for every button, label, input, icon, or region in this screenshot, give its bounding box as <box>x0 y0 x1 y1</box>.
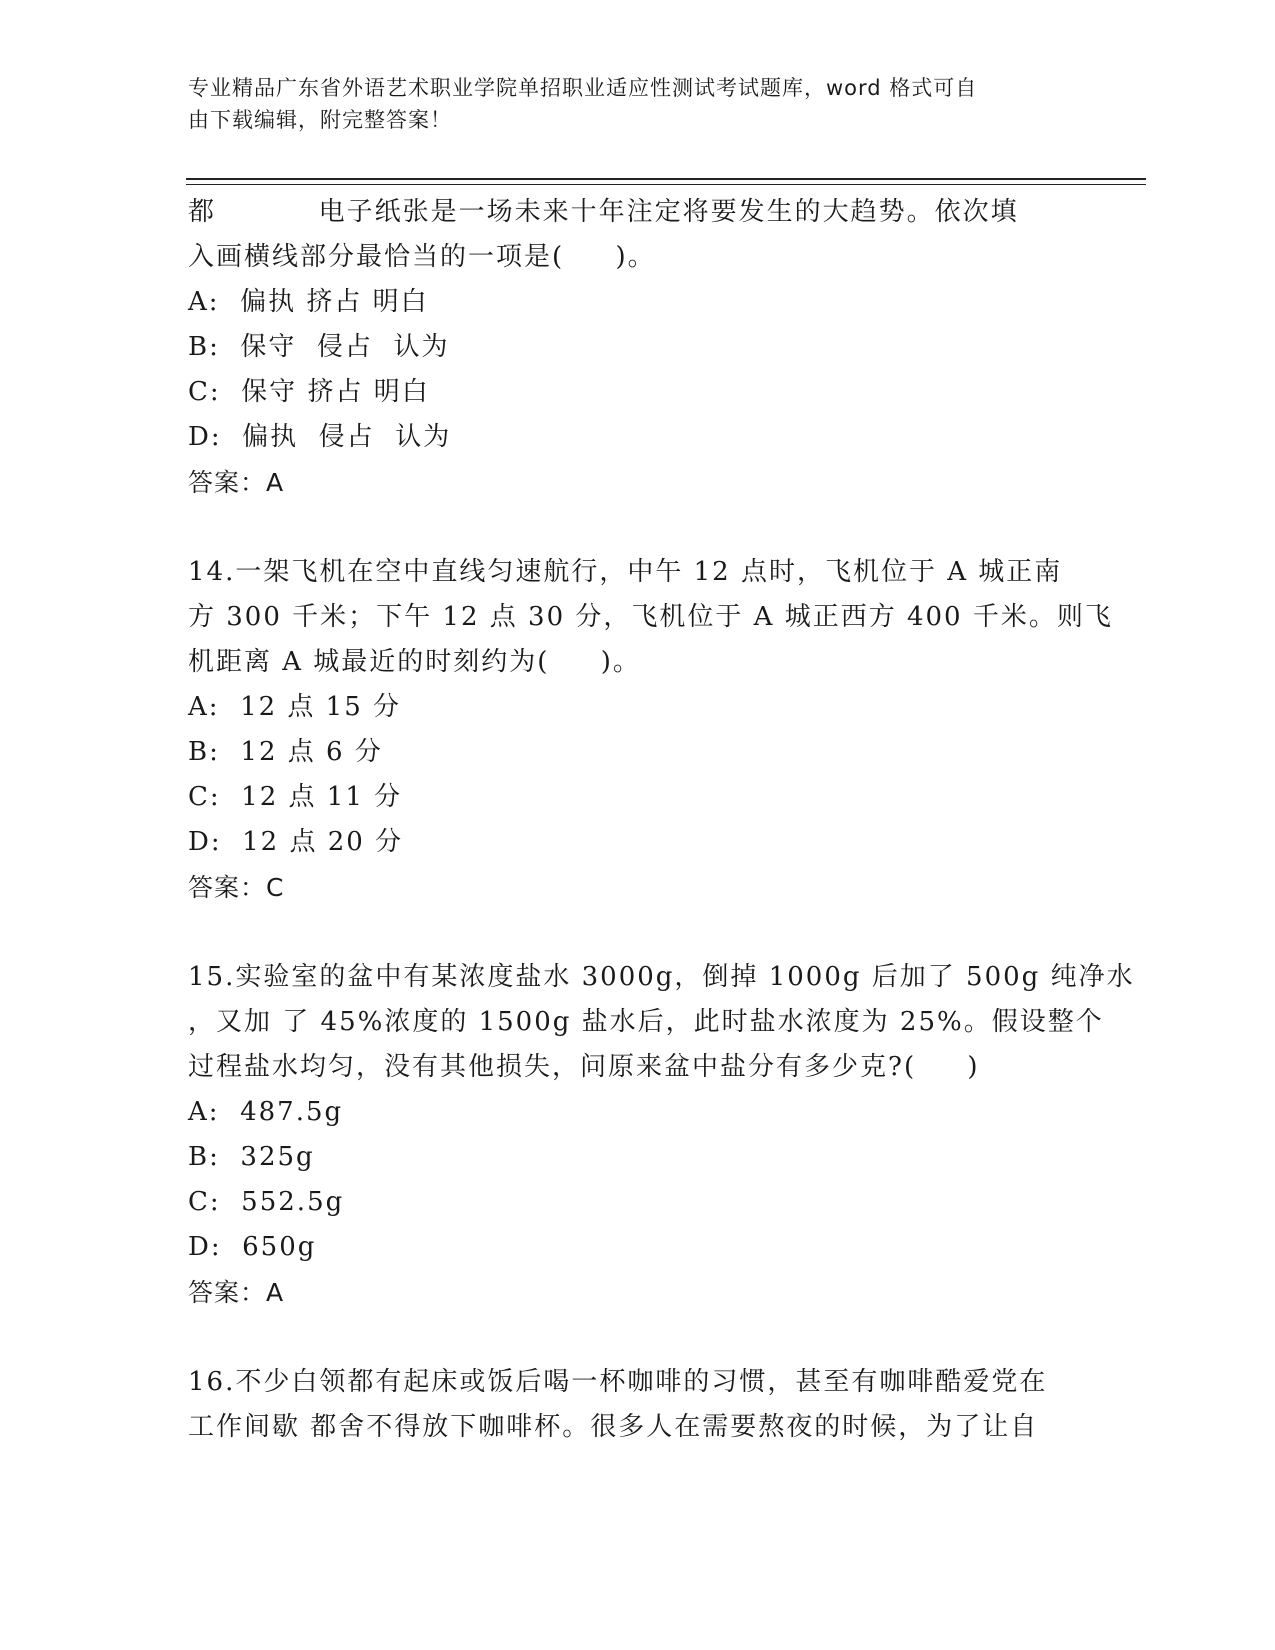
spacer <box>188 910 1088 955</box>
header-divider-thick <box>186 178 1146 180</box>
question-text-line: 入画横线部分最恰当的一项是( )。 <box>188 242 656 272</box>
answer-label: 答案：A <box>188 1278 285 1307</box>
question-text-line: 方 300 千米；下午 12 点 30 分，飞机位于 A 城正西方 400 千米。则飞 <box>188 602 1113 632</box>
spacer <box>188 1315 1088 1360</box>
question-list <box>188 190 1135 1450</box>
question-text-line: 工作间歇 都舍不得放下咖啡杯。很多人在需要熬夜的时候，为了让自 <box>188 1412 1039 1442</box>
option-a: A: 偏执 挤占 明白 <box>188 287 429 317</box>
spacer <box>188 505 1088 550</box>
question-text-line: 都 电子纸张是一场未来十年注定将要发生的大趋势。依次填 <box>188 197 1019 227</box>
question-15 <box>188 955 1135 1315</box>
option-a: A: 487.5g <box>188 1097 344 1127</box>
option-a: A: 12 点 15 分 <box>188 692 402 722</box>
question-text-line: 15.实验室的盆中有某浓度盐水 3000g，倒掉 1000g 后加了 500g 纯净水 <box>188 962 1135 992</box>
option-c: C: 552.5g <box>188 1187 345 1217</box>
answer-label: 答案：C <box>188 873 285 902</box>
question-13 <box>188 190 1088 505</box>
option-b: B: 保守 侵占 认为 <box>188 332 450 362</box>
answer-label: 答案：A <box>188 468 285 497</box>
option-d: D: 偏执 侵占 认为 <box>188 422 452 452</box>
header-line-2: 由下载编辑，附完整答案！ <box>188 108 452 132</box>
option-d: D: 650g <box>188 1232 317 1262</box>
question-text-line: 过程盐水均匀，没有其他损失，问原来盆中盐分有多少克?( ) <box>188 1052 980 1082</box>
question-14 <box>188 550 1113 910</box>
header-line-1: 专业精品广东省外语艺术职业学院单招职业适应性测试考试题库，word 格式可自 <box>188 76 978 100</box>
document-header <box>188 72 1068 136</box>
question-text-line: 14.一架飞机在空中直线匀速航行，中午 12 点时，飞机位于 A 城正南 <box>188 557 1063 587</box>
option-b: B: 325g <box>188 1142 315 1172</box>
option-b: B: 12 点 6 分 <box>188 737 383 767</box>
option-c: C: 保守 挤占 明白 <box>188 377 430 407</box>
option-c: C: 12 点 11 分 <box>188 782 403 812</box>
option-d: D: 12 点 20 分 <box>188 827 404 857</box>
header-divider-thin <box>186 184 1146 185</box>
question-text-line: ，又加 了 45%浓度的 1500g 盐水后，此时盐水浓度为 25%。假设整个 <box>188 1007 1104 1037</box>
question-text-line: 16.不少白领都有起床或饭后喝一杯咖啡的习惯，甚至有咖啡酷爱党在 <box>188 1367 1048 1397</box>
question-text-line: 机距离 A 城最近的时刻约为( )。 <box>188 647 641 677</box>
question-16 <box>188 1360 1088 1450</box>
